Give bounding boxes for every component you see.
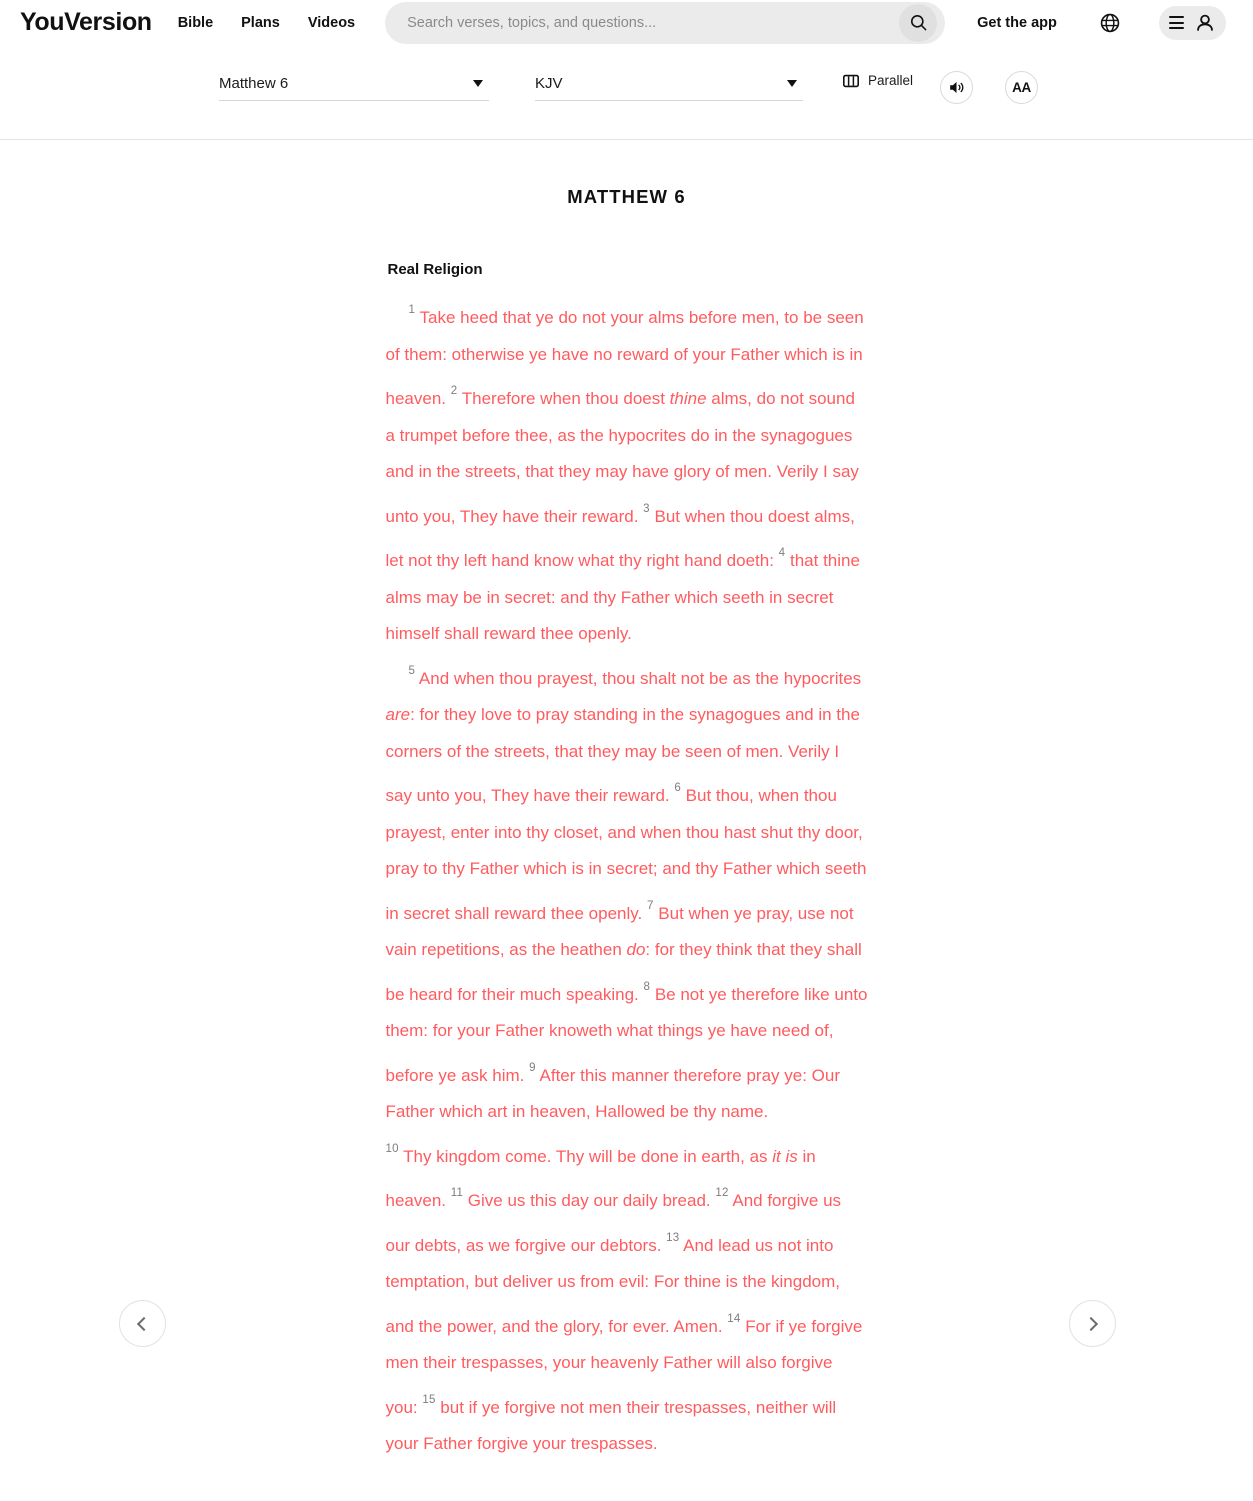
verse-number: 2 (450, 385, 458, 397)
reader-pane (0, 140, 1253, 1463)
verse-number: 10 (385, 1142, 399, 1155)
verse-text: But when ye pray, use not vain repetitions, as the heathen (385, 903, 854, 959)
hamburger-icon[interactable] (1169, 16, 1184, 29)
language-button[interactable] (1099, 12, 1121, 34)
chapter-toolbar (0, 45, 1253, 140)
verse-text: in heaven. (385, 1146, 816, 1210)
verse-paragraph[interactable] (386, 653, 868, 1463)
section-heading: Real Religion (387, 261, 483, 278)
passage-body (386, 208, 868, 1463)
verse-number: 6 (674, 782, 681, 794)
verse-number: 1 (408, 304, 416, 316)
emphasized-text: thine (669, 389, 707, 408)
bible-version-select[interactable] (535, 67, 803, 101)
emphasized-text: are (385, 705, 411, 724)
verse-text: And lead us not into temptation, but deliver us from evil: For thine is the kingdom, and the power, and the glory, for ever. Amen. (385, 1235, 840, 1336)
verse-text: Thy kingdom come. Thy will be done in earth, as (398, 1146, 773, 1166)
columns-icon (843, 74, 859, 88)
verse-number: 12 (715, 1187, 729, 1199)
text-size-label: AA (1012, 80, 1031, 95)
verse-text: Be not ye therefore like unto them: for your Father knoweth what things ye have need of, before ye ask him. (385, 984, 868, 1085)
verse-number: 3 (643, 502, 650, 515)
verse-number: 8 (643, 980, 651, 993)
parallel-toggle[interactable] (843, 73, 913, 88)
verse-number: 7 (646, 899, 654, 912)
verse-number: 9 (529, 1061, 536, 1074)
parallel-label: Parallel (868, 73, 914, 88)
chevron-left-icon (137, 1316, 151, 1330)
verse-text: : for they think that they shall be heard for their much speaking. (385, 940, 862, 1004)
verse-number: 14 (727, 1312, 741, 1325)
nav-item-plans[interactable]: Plans (241, 14, 280, 31)
globe-icon (1099, 12, 1121, 34)
search-input[interactable] (407, 15, 899, 31)
verse-text: For if ye forgive men their trespasses, your heavenly Father will also forgive you: (385, 1316, 863, 1417)
verse-text: Take heed that ye do not your alms before men, to be seen of them: otherwise ye have no reward of your Father which is in heaven. (385, 308, 864, 408)
chevron-down-icon (473, 80, 483, 87)
youversion-logo[interactable]: YouVersion (20, 8, 152, 36)
nav-item-videos[interactable]: Videos (307, 14, 356, 31)
text-size-button[interactable] (1005, 71, 1038, 104)
verse-number: 4 (778, 547, 786, 559)
search-bar[interactable] (385, 2, 945, 44)
speaker-icon (947, 78, 966, 97)
emphasized-text: it is (772, 1146, 798, 1166)
verse-number: 15 (422, 1393, 436, 1406)
verse-text: But thou, when thou prayest, enter into thy closet, and when thou hast shut thy door, pray to thy Father which is in secret; and thy Father which seeth in secret shall reward thee openly. (385, 786, 867, 923)
prev-chapter-button[interactable] (119, 1300, 166, 1347)
verse-text: alms, do not sound a trumpet before thee, as the hypocrites do in the synagogues and in the streets, that they may have glory of men. Verily I say unto you, They have their reward. (385, 389, 859, 526)
bible-version-value: KJV (535, 75, 563, 92)
chevron-right-icon (1084, 1316, 1098, 1330)
nav-item-bible[interactable]: Bible (177, 14, 214, 31)
search-button[interactable] (899, 4, 937, 42)
verse-text: : for they love to pray standing in the synagogues and in the corners of the streets, that they may be seen of men. Verily I say unto you, They have their reward. (385, 705, 860, 805)
verse-number: 5 (408, 664, 416, 677)
verse-text: And forgive us our debts, as we forgive our debtors. (385, 1191, 842, 1255)
verse-text: but if ye forgive not men their trespasses, neither will your Father forgive your trespasses. (385, 1397, 837, 1453)
verse-text: that thine alms may be in secret: and thy Father which seeth in secret himself shall reward thee openly. (385, 551, 860, 643)
verse-text: But when thou doest alms, let not thy left hand know what thy right hand doeth: (385, 506, 855, 570)
verse-text: After this manner therefore pray ye: Our Father which art in heaven, Hallowed be thy name. (385, 1065, 840, 1121)
user-avatar-icon[interactable] (1192, 10, 1218, 36)
menu-and-account[interactable] (1159, 6, 1226, 40)
book-chapter-select[interactable] (219, 67, 489, 101)
audio-play-button[interactable] (940, 71, 973, 104)
verse-text: Give us this day our daily bread. (463, 1191, 716, 1210)
verse-number: 13 (666, 1231, 680, 1244)
top-navigation-bar (0, 0, 1253, 45)
search-icon (909, 13, 928, 32)
verse-text: And when thou prayest, thou shalt not be as the hypocrites (415, 668, 862, 688)
primary-nav (178, 15, 355, 31)
emphasized-text: do (626, 940, 646, 959)
book-chapter-value: Matthew 6 (219, 75, 289, 92)
chevron-down-icon (787, 80, 797, 87)
verse-paragraph[interactable] (386, 292, 868, 653)
next-chapter-button[interactable] (1069, 1300, 1116, 1347)
chapter-title: MATTHEW 6 (567, 186, 686, 207)
get-the-app-button[interactable]: Get the app (977, 14, 1057, 31)
verse-text: Therefore when thou doest (457, 389, 670, 408)
verse-number: 11 (450, 1187, 464, 1199)
